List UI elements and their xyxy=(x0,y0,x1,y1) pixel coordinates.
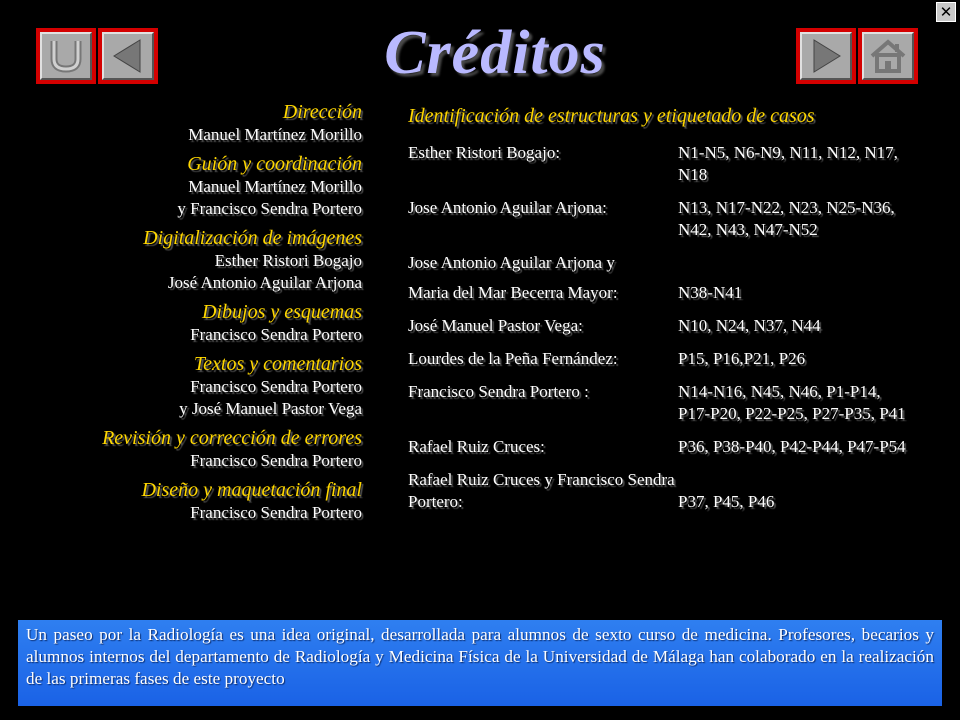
credit-person: Manuel Martínez Morillo xyxy=(188,125,362,144)
case-row xyxy=(408,381,928,425)
case-row-name: Francisco Sendra Portero : xyxy=(408,382,589,401)
case-row-cases xyxy=(678,252,908,274)
credit-role: Digitalización de imágenes xyxy=(143,227,362,249)
credit-person: Francisco Sendra Portero xyxy=(190,451,362,470)
case-row-name: Lourdes de la Peña Fernández: xyxy=(408,349,618,368)
credit-person: Francisco Sendra Portero xyxy=(190,503,362,522)
credit-section xyxy=(20,100,362,146)
project-description: Un paseo por la Radiología es una idea original, desarrollada para alumnos de sexto curso de medicina. Profesores, becarios y alumnos internos del departamento de Radiología y Medicina Física de la Universidad de Málaga han colaborado en la realización de las primeras fases de este proyecto xyxy=(18,620,942,706)
credit-person: Manuel Martínez Morillo xyxy=(188,177,362,196)
case-row-name: Jose Antonio Aguilar Arjona y xyxy=(408,253,615,272)
credit-person: Francisco Sendra Portero xyxy=(190,377,362,396)
case-row xyxy=(408,197,928,241)
case-row-cases: P36, P38-P40, P42-P44, P47-P54 xyxy=(678,437,906,456)
credit-person: Francisco Sendra Portero xyxy=(190,325,362,344)
case-labeling-column xyxy=(408,104,928,524)
credit-role: Guión y coordinación xyxy=(187,153,362,175)
case-row-cases: N14-N16, N45, N46, P1-P14, P17-P20, P22-P25, P27-P35, P41 xyxy=(678,382,906,423)
case-row-cases: P37, P45, P46 xyxy=(678,492,775,511)
credit-section xyxy=(20,226,362,294)
case-row xyxy=(408,348,928,370)
credit-person: Esther Ristori Bogajo xyxy=(214,251,362,270)
case-row xyxy=(408,142,928,186)
case-row-name: Rafael Ruiz Cruces: xyxy=(408,437,545,456)
credit-section xyxy=(20,300,362,346)
credit-section xyxy=(20,152,362,220)
credit-role: Dirección xyxy=(282,101,362,123)
case-row-name: José Manuel Pastor Vega: xyxy=(408,316,583,335)
case-row xyxy=(408,315,928,337)
case-row xyxy=(408,469,928,513)
credit-section xyxy=(20,352,362,420)
credit-role: Dibujos y esquemas xyxy=(202,301,362,323)
credit-role: Revisión y corrección de errores xyxy=(102,427,362,449)
case-row xyxy=(408,252,928,274)
credit-section xyxy=(20,478,362,524)
case-row-cases: N10, N24, N37, N44 xyxy=(678,316,821,335)
page-title: Créditos xyxy=(384,19,606,87)
credit-person: José Antonio Aguilar Arjona xyxy=(167,273,362,292)
case-row xyxy=(408,436,928,458)
credit-role: Diseño y maquetación final xyxy=(141,479,362,501)
credit-role: Textos y comentarios xyxy=(193,353,362,375)
case-row xyxy=(408,282,928,304)
close-icon: ✕ xyxy=(939,2,953,21)
case-row-name: Rafael Ruiz Cruces y Francisco Sendra Portero: xyxy=(408,470,675,511)
credit-person: y José Manuel Pastor Vega xyxy=(179,399,362,418)
case-row-name: Jose Antonio Aguilar Arjona: xyxy=(408,198,607,217)
case-row-name: Esther Ristori Bogajo: xyxy=(408,143,561,162)
credit-person: y Francisco Sendra Portero xyxy=(177,199,362,218)
case-row-cases: P15, P16,P21, P26 xyxy=(678,349,806,368)
credits-roles-column xyxy=(20,100,362,530)
case-row-cases: N13, N17-N22, N23, N25-N36, N42, N43, N47-N52 xyxy=(678,198,895,239)
case-row-cases: N38-N41 xyxy=(678,283,743,302)
case-row-cases: N1-N5, N6-N9, N11, N12, N17, N18 xyxy=(678,143,898,184)
case-row-name: Maria del Mar Becerra Mayor: xyxy=(408,283,618,302)
credit-section xyxy=(20,426,362,472)
case-labeling-heading: Identificación de estructuras y etiquetado de casos xyxy=(408,105,815,127)
